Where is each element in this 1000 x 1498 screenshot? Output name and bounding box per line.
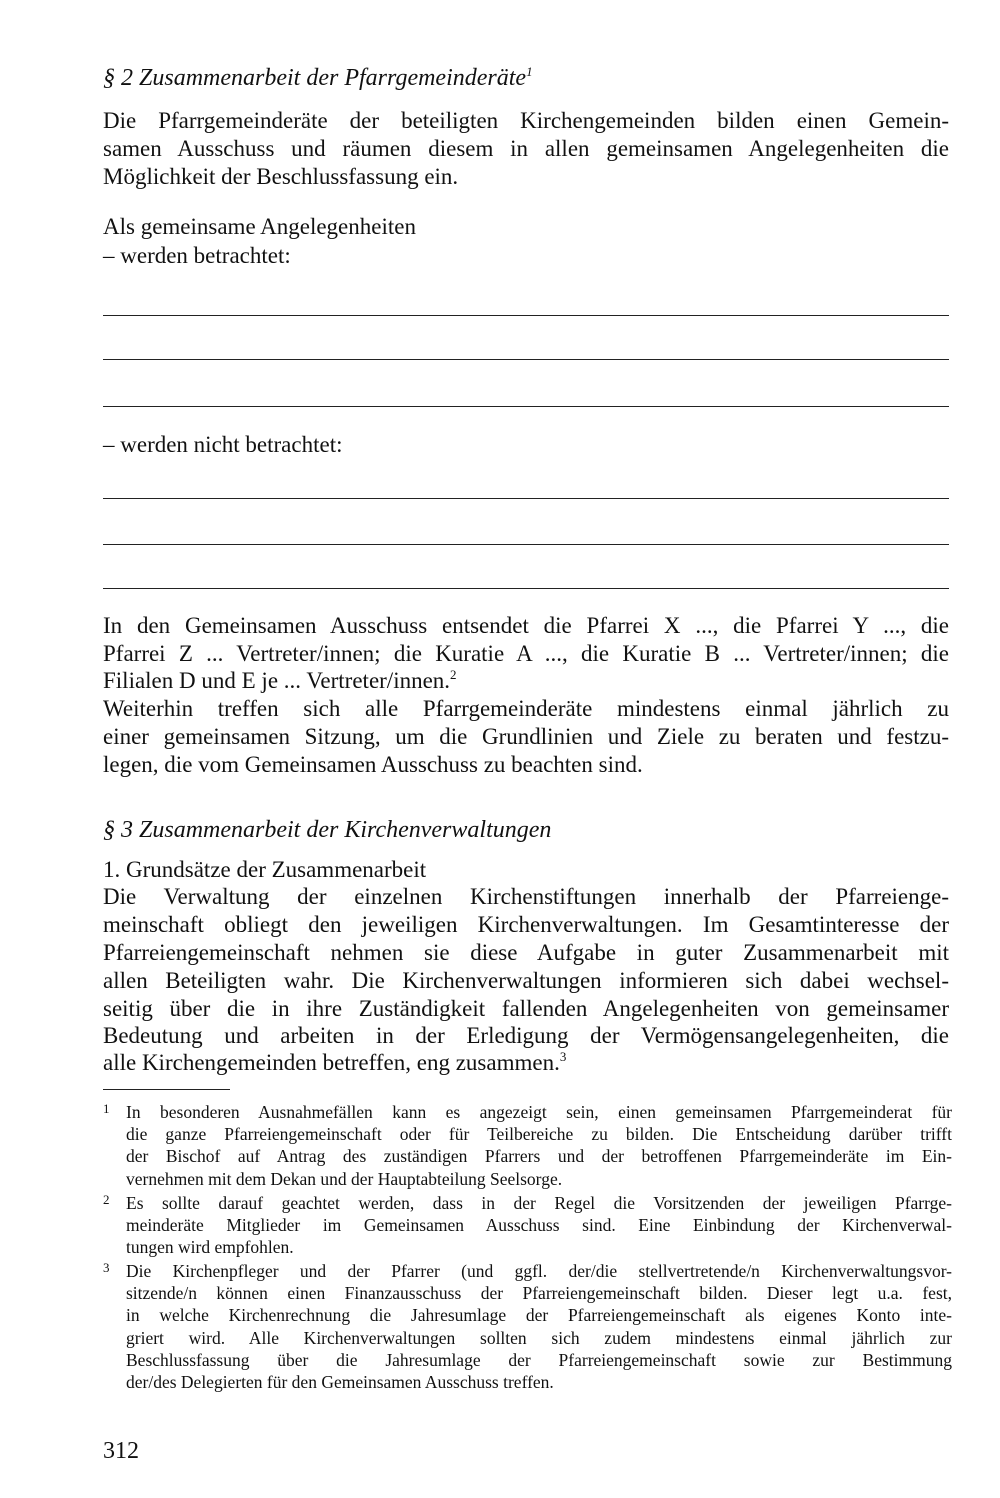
paragraph-line: legen, die vom Gemeinsamen Ausschuss zu beachten sind. [103,752,643,777]
footnote-mark: 2 [103,1192,110,1207]
footnote-line: in welche Kirchenrechnung die Jahresumlage der Pfarreiengemeinschaft als eigenes Konto inte- [126,1305,952,1326]
section-2-heading [103,64,533,92]
page-number: 312 [103,1438,139,1464]
paragraph-line: einer gemeinsamen Sitzung, um die Grundlinien und Ziele zu beraten und festzu- [103,724,949,749]
footnote-line: die ganze Pfarreiengemeinschaft oder für Teilbereiche zu bilden. Die Entscheidung darüber trifft [126,1124,952,1145]
footnote-line: tungen wird empfohlen. [126,1237,294,1258]
paragraph-line: Pfarreiengemeinschaft nehmen sie diese Aufgabe in guter Zusammenarbeit mit [103,940,949,965]
footnote-ref-3: 3 [559,1049,567,1064]
footnote-mark: 3 [103,1260,110,1275]
footnote-line: sitzende/n können einen Finanzausschuss der Pfarreiengemeinschaft bilden. Dieser legt u.a. fest, [126,1283,952,1304]
paragraph-line: Die Verwaltung der einzelnen Kirchenstiftungen innerhalb der Pfarreienge- [103,884,949,909]
blank-line [103,315,949,316]
footnote-line: Die Kirchenpfleger und der Pfarrer (und ggfl. der/die stellvertretende/n Kirchenverwaltungsvor- [126,1261,952,1281]
footnote-line: der Bischof auf Antrag des zuständigen Pfarrers und der betroffenen Pfarrgemeinderäte im Ein- [126,1146,952,1167]
section-2-heading-text: § 2 Zusammenarbeit der Pfarrgemeinderäte [103,65,527,91]
paragraph-line: Möglichkeit der Beschlussfassung ein. [103,164,459,189]
footnote-line: Beschlussfassung über die Jahresumlage der Pfarreiengemeinschaft sowie zur Bestimmung [126,1349,952,1370]
considered-label: – werden betrachtet: [103,243,291,268]
paragraph-line: Weiterhin treffen sich alle Pfarrgemeinderäte mindestens einmal jährlich zu [103,696,949,721]
footnote-line: griert wird. Alle Kirchenverwaltungen sollten sich zudem mindestens einmal jährlich zur [126,1327,952,1348]
paragraph-line: Bedeutung und arbeiten in der Erledigung der Vermögensangelegenheiten, die [103,1023,949,1048]
footnote-line: der/des Delegierten für den Gemeinsamen Ausschuss treffen. [126,1372,554,1393]
blank-line [103,544,949,545]
paragraph-line: In den Gemeinsamen Ausschuss entsendet die Pfarrei X ..., die Pfarrei Y ..., die [103,613,949,638]
blank-line [103,406,949,407]
footnote-line: Es sollte darauf geachtet werden, dass in der Regel die Vorsitzenden der jeweiligen Pfarrge- [126,1193,952,1213]
paragraph-line [103,1049,566,1077]
footnote-separator [103,1089,230,1090]
blank-line [103,588,949,589]
footnote-ref-2: 2 [450,667,457,682]
paragraph-line-text: alle Kirchengemeinden betreffen, eng zusammen. [103,1050,560,1075]
footnote-line: meinderäte Mitglieder im Gemeinsamen Ausschuss sind. Eine Einbindung der Kirchenverwal- [126,1215,952,1236]
section-3-heading: § 3 Zusammenarbeit der Kirchenverwaltungen [103,817,552,843]
paragraph-line: Die Pfarrgemeinderäte der beteiligten Kirchengemeinden bilden einen Gemein- [103,108,949,133]
footnote-ref-1: 1 [526,64,533,79]
not-considered-label: – werden nicht betrachtet: [103,432,343,457]
blank-line [103,498,949,499]
paragraph-line: meinschaft obliegt den jeweiligen Kirchenverwaltungen. Im Gesamtinteresse der [103,912,949,937]
blank-line [103,359,949,360]
footnote-body [126,1260,952,1393]
paragraph-line: samen Ausschuss und räumen diesem in allen gemeinsamen Angelegenheiten die [103,136,949,161]
footnote-line: vernehmen mit dem Dekan und der Hauptabteilung Seelsorge. [126,1168,563,1189]
paragraph-line: Pfarrei Z ... Vertreter/innen; die Kuratie A ..., die Kuratie B ... Vertreter/innen; die [103,641,949,666]
footnote-line: In besonderen Ausnahmefällen kann es angezeigt sein, einen gemeinsamen Pfarrgemeinderat für [126,1102,952,1122]
section-3-subheading: 1. Grundsätze der Zusammenarbeit [103,857,427,882]
paragraph-line-text: Filialen D und E je ... Vertreter/innen. [103,668,451,693]
footnote-body [126,1192,952,1259]
paragraph-line [103,667,457,695]
paragraph-line: seitig über die in ihre Zuständigkeit fallenden Angelegenheiten von gemeinsamer [103,996,949,1021]
footnote-mark: 1 [103,1101,110,1116]
affairs-intro: Als gemeinsame Angelegenheiten [103,214,416,239]
footnote-body [126,1101,952,1190]
paragraph-line: allen Beteiligten wahr. Die Kirchenverwaltungen informieren sich dabei wechsel- [103,968,949,993]
